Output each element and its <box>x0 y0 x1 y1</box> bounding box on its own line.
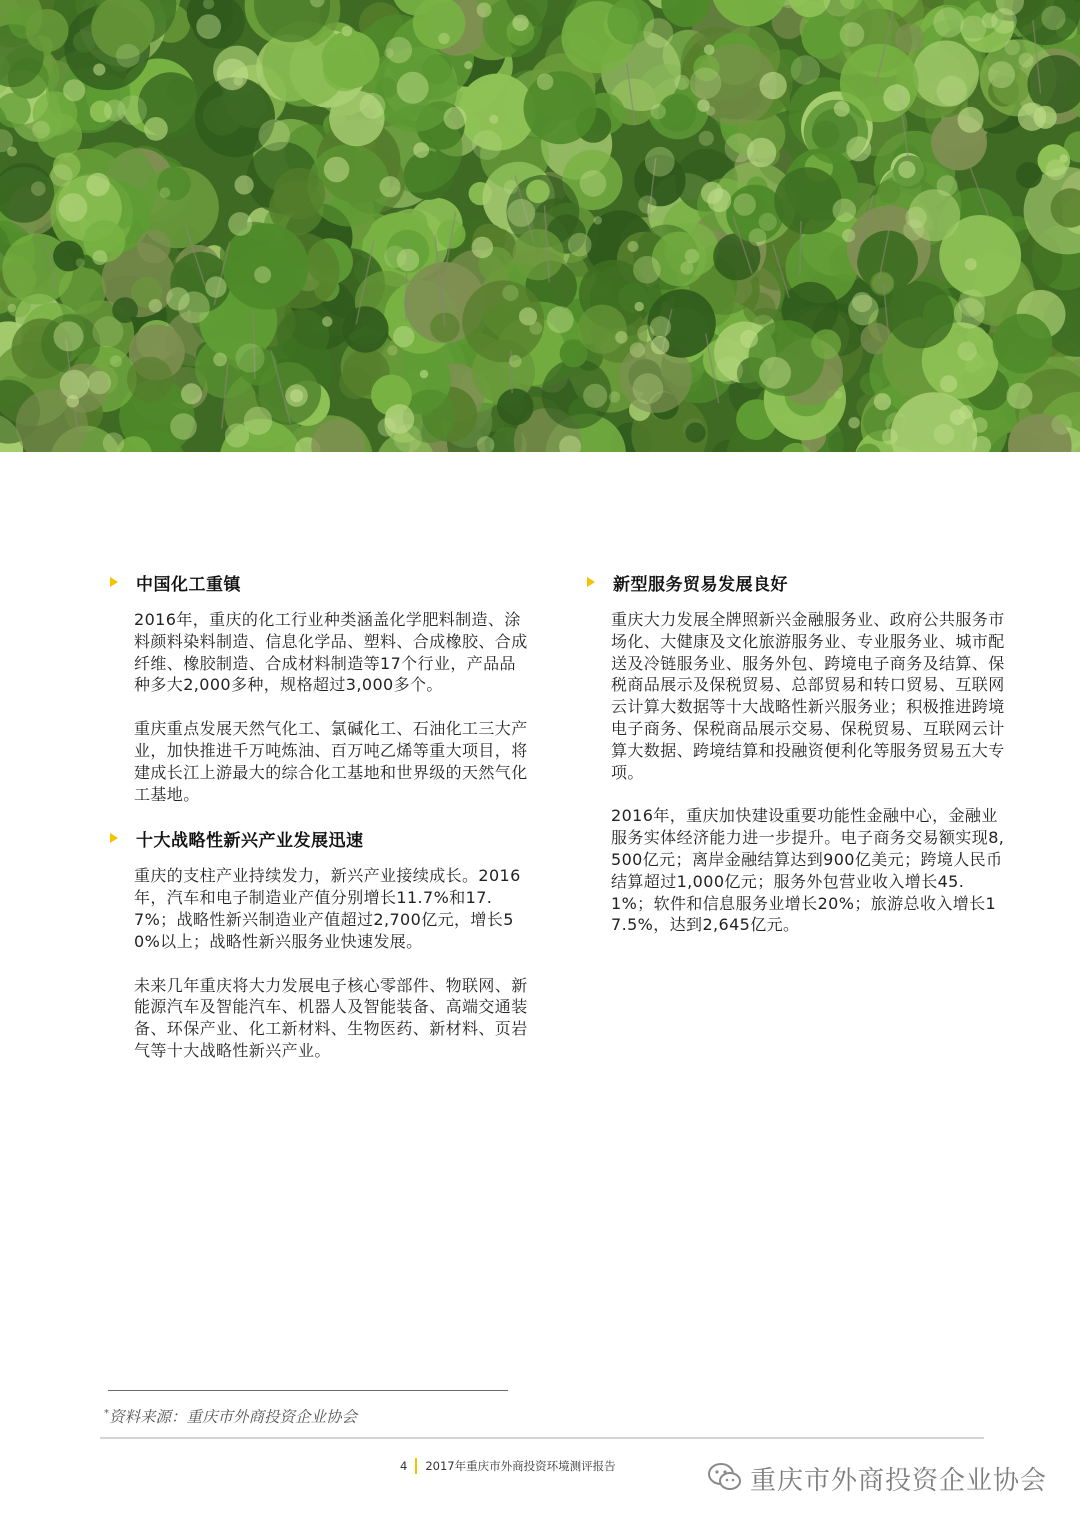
right-column <box>585 565 1005 936</box>
forest-canopy-illustration <box>0 0 1080 452</box>
report-title: 2017年重庆市外商投资环境测评报告 <box>425 1459 616 1473</box>
page-number: 4 <box>400 1459 408 1473</box>
page-footer <box>400 1458 616 1474</box>
footnote-divider <box>108 1390 508 1391</box>
hero-forest-image <box>0 0 1080 452</box>
section-header <box>108 565 528 599</box>
bullet-arrow-icon <box>110 577 118 587</box>
section-title: 中国化工重镇 <box>136 574 241 595</box>
footnote-text: 资料来源：重庆市外商投资企业协会 <box>109 1408 358 1426</box>
wechat-watermark <box>708 1460 1047 1497</box>
bullet-arrow-icon <box>110 833 118 843</box>
footer-divider <box>100 1437 984 1439</box>
paragraph: 重庆的支柱产业持续发力，新兴产业接续成长。2016年，汽车和电子制造业产值分别增长11.7%和17.7%；战略性新兴制造业产值超过2,700亿元，增长50%以上；战略性新兴服务业快速发展。 <box>134 866 521 951</box>
bullet-arrow-icon <box>587 577 595 587</box>
wechat-icon <box>708 1462 742 1496</box>
paragraph: 重庆重点发展天然气化工、氯碱化工、石油化工三大产业，加快推进千万吨炼油、百万吨乙烯等重大项目，将建成长江上游最大的综合化工基地和世界级的天然气化工基地。 <box>134 719 528 804</box>
watermark-text: 重庆市外商投资企业协会 <box>750 1466 1048 1496</box>
section-title: 新型服务贸易发展良好 <box>613 574 788 595</box>
footnote <box>104 1405 357 1427</box>
footnote-marker: * <box>104 1407 109 1419</box>
paragraph: 2016年，重庆加快建设重要功能性金融中心，金融业服务实体经济能力进一步提升。电子商务交易额实现8,500亿元；离岸金融结算达到900亿美元；跨境人民币结算超过1,000亿元；服务外包营业收入增长45.1%；软件和信息服务业增长20%；旅游总收入增长17.5%，达到2,645亿元。 <box>611 806 1005 935</box>
section-header <box>108 821 528 855</box>
section-title: 十大战略性新兴产业发展迅速 <box>136 830 364 851</box>
section-header <box>585 565 1005 599</box>
paragraph: 重庆大力发展全牌照新兴金融服务业、政府公共服务市场化、大健康及文化旅游服务业、专业服务业、城市配送及冷链服务业、服务外包、跨境电子商务及结算、保税商品展示及保税贸易、总部贸易和转口贸易、互联网云计算大数据等十大战略性新兴服务业；积极推进跨境电子商务、保税商品展示交易、保税贸易、互联网云计算大数据、跨境结算和投融资便利化等服务贸易五大专项。 <box>611 610 1005 782</box>
footer-accent-bar <box>415 1458 417 1474</box>
left-column <box>108 565 528 1062</box>
paragraph: 2016年，重庆的化工行业种类涵盖化学肥料制造、涂料颜料染料制造、信息化学品、塑料、合成橡胶、合成纤维、橡胶制造、合成材料制造等17个行业，产品品种多大2,000多种，规格超过3,000多个。 <box>134 610 528 695</box>
paragraph: 未来几年重庆将大力发展电子核心零部件、物联网、新能源汽车及智能汽车、机器人及智能装备、高端交通装备、环保产业、化工新材料、生物医药、新材料、页岩气等十大战略性新兴产业。 <box>134 975 528 1060</box>
